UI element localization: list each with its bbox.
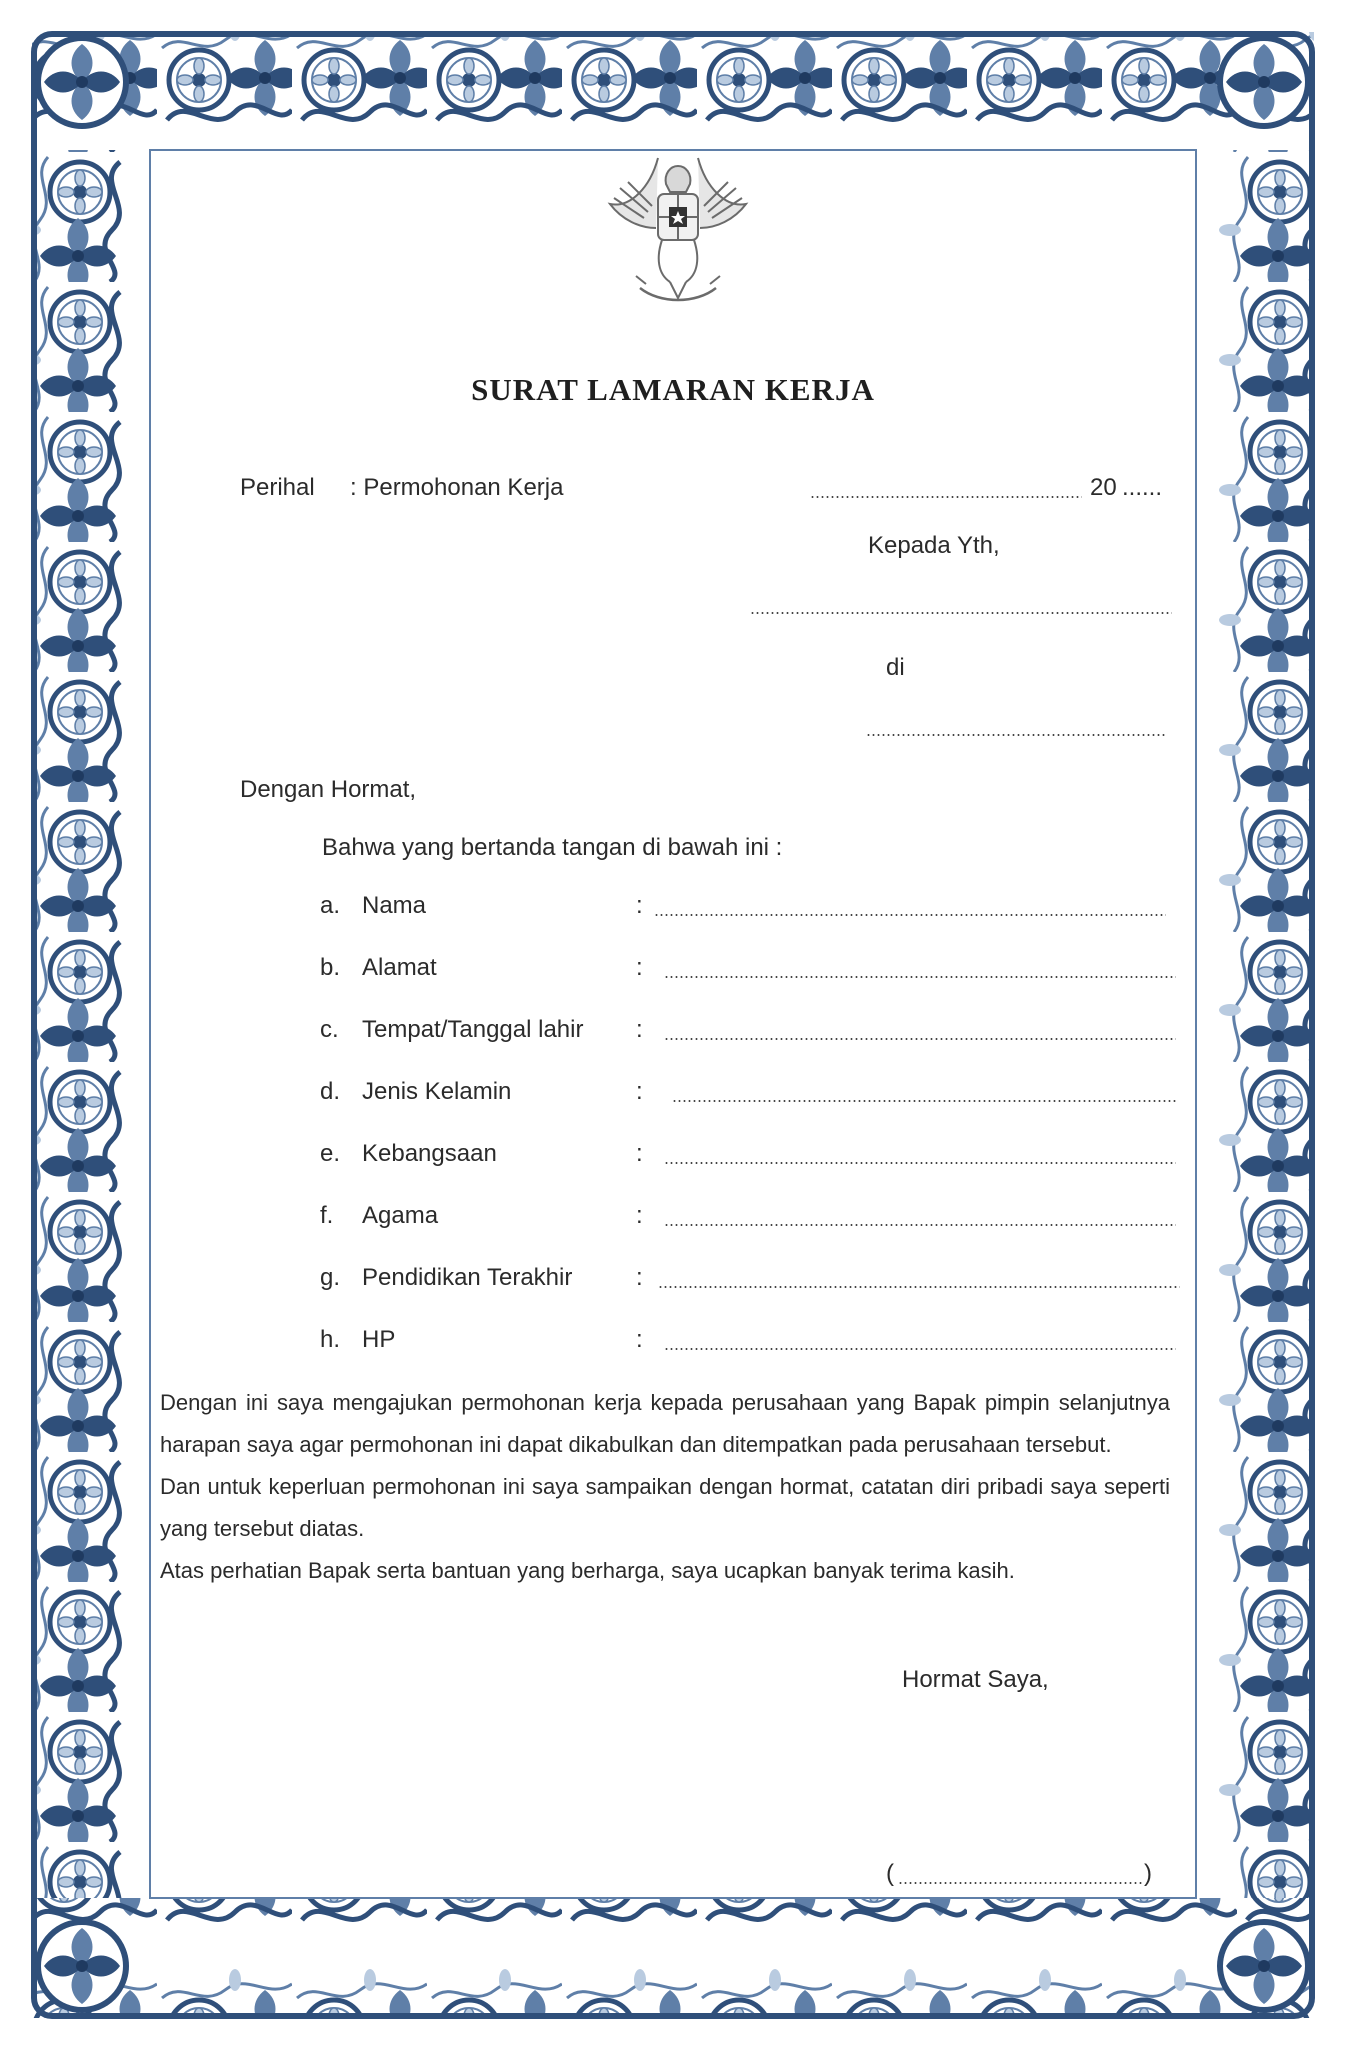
field-colon: :	[636, 1016, 643, 1043]
field-label-jenis-kelamin: Jenis Kelamin	[362, 1078, 512, 1105]
field-blank-kebangsaan	[664, 1162, 1176, 1164]
date-year-blank: ......	[1122, 474, 1163, 501]
field-blank-agama	[664, 1224, 1176, 1226]
field-blank-ttl	[664, 1038, 1176, 1040]
field-label-nama: Nama	[362, 892, 427, 919]
signature-open: (	[886, 1860, 894, 1887]
field-colon: :	[636, 1326, 643, 1353]
paragraph-thanks: Atas perhatian Bapak serta bantuan yang berharga, saya ucapkan banyak terima kasih.	[160, 1558, 1015, 1583]
intro-text: Bahwa yang bertanda tangan di bawah ini :	[322, 834, 783, 861]
greeting: Dengan Hormat,	[240, 776, 417, 803]
field-blank-pendidikan	[658, 1286, 1180, 1288]
page-title: SURAT LAMARAN KERJA	[471, 372, 875, 407]
field-letter: d.	[320, 1078, 341, 1105]
field-label-hp: HP	[362, 1326, 396, 1353]
signature-blank	[898, 1882, 1142, 1884]
field-letter: e.	[320, 1140, 341, 1167]
closing-text: Hormat Saya,	[902, 1666, 1049, 1693]
perihal-label: Perihal	[240, 474, 315, 501]
field-letter: a.	[320, 892, 341, 919]
field-label-pendidikan: Pendidikan Terakhir	[362, 1264, 573, 1291]
field-letter: b.	[320, 954, 341, 981]
field-colon: :	[636, 1140, 643, 1167]
field-letter: c.	[320, 1016, 339, 1043]
field-colon: :	[636, 1078, 643, 1105]
field-letter: g.	[320, 1264, 341, 1291]
garuda-emblem-icon	[600, 148, 756, 320]
perihal-value: : Permohonan Kerja	[350, 474, 564, 501]
field-label-kebangsaan: Kebangsaan	[362, 1140, 497, 1167]
paragraph-details: Dan untuk keperluan permohonan ini saya sampaikan dengan hormat, catatan diri pribadi saya seperti yang tersebut diatas.	[160, 1474, 1170, 1541]
field-colon: :	[636, 1202, 643, 1229]
field-blank-nama	[654, 914, 1166, 916]
di-label: di	[886, 654, 905, 681]
body-text	[160, 1382, 1170, 1592]
field-label-ttl: Tempat/Tanggal lahir	[362, 1016, 584, 1043]
field-colon: :	[636, 892, 643, 919]
field-label-alamat: Alamat	[362, 954, 437, 981]
field-blank-hp	[664, 1348, 1176, 1350]
field-label-agama: Agama	[362, 1202, 439, 1229]
field-letter: h.	[320, 1326, 341, 1353]
field-colon: :	[636, 1264, 643, 1291]
field-colon: :	[636, 954, 643, 981]
date-year: 20	[1090, 474, 1117, 501]
recipient-name-blank	[750, 612, 1172, 614]
date-place-blank	[810, 496, 1082, 498]
recipient-place-blank	[866, 734, 1166, 736]
signature-close: )	[1144, 1860, 1152, 1887]
field-letter: f.	[320, 1202, 334, 1229]
recipient-label: Kepada Yth,	[868, 532, 1000, 559]
field-blank-jenis-kelamin	[672, 1100, 1176, 1102]
paragraph-application: Dengan ini saya mengajukan permohonan kerja kepada perusahaan yang Bapak pimpin selanjutnya harapan saya agar permohonan ini dapat dikabulkan dan ditempatkan pada perusahaan tersebut.	[160, 1390, 1170, 1457]
field-blank-alamat	[664, 976, 1176, 978]
